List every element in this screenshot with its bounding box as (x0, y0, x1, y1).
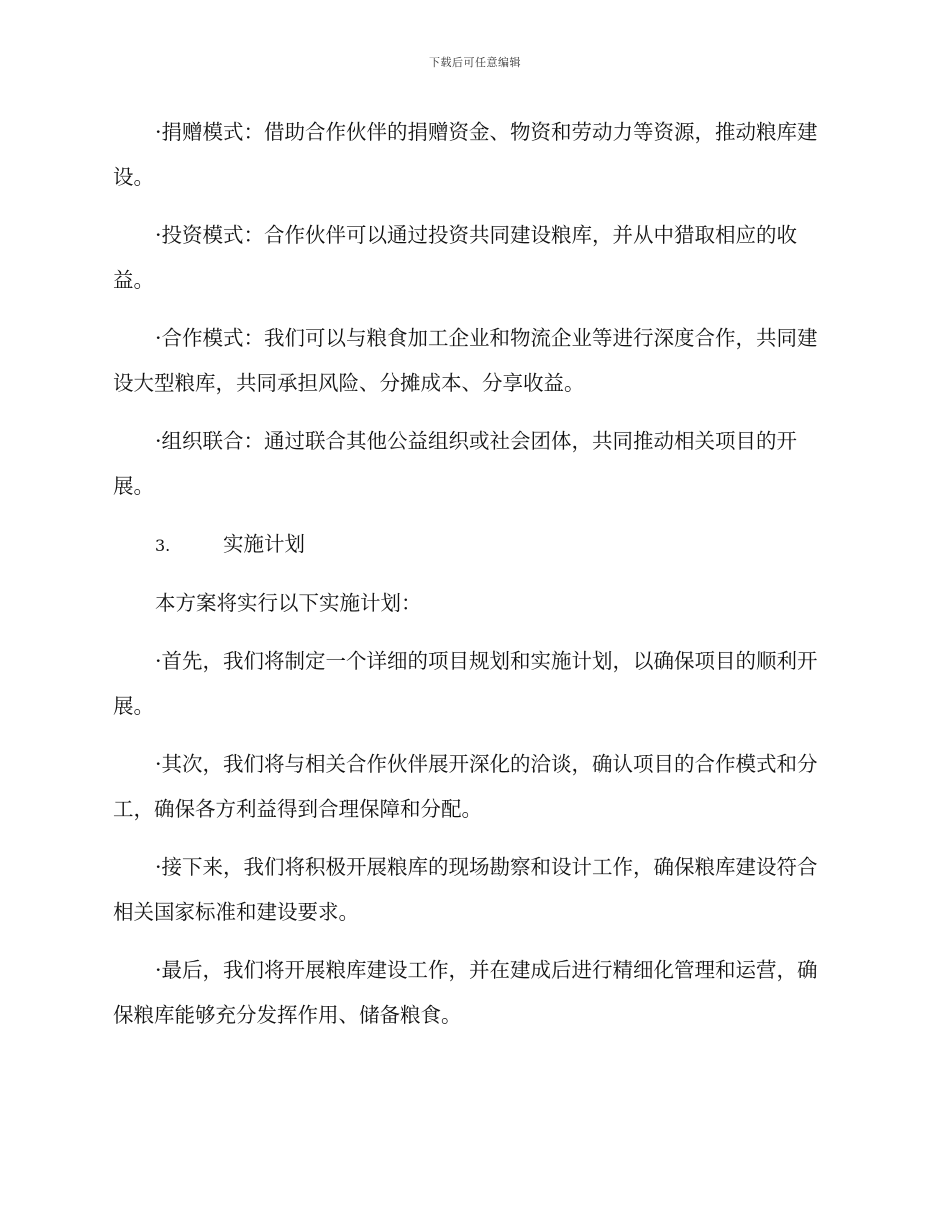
section-number: 3. (155, 536, 171, 555)
section-heading (113, 522, 823, 568)
paragraph-investment-mode: ·投资模式：合作伙伴可以通过投资共同建设粮库，并从中猎取相应的收益。 (113, 223, 798, 292)
paragraph-donation-mode: ·捐赠模式：借助合作伙伴的捐赠资金、物资和劳动力等资源，推动粮库建设。 (113, 120, 818, 189)
document-body (113, 110, 823, 1051)
paragraph-plan-last: ·最后，我们将开展粮库建设工作，并在建成后进行精细化管理和运营，确保粮库能够充分发挥作用、储备粮食。 (113, 958, 818, 1027)
paragraph-plan-first: ·首先，我们将制定一个详细的项目规划和实施计划，以确保项目的顺利开展。 (113, 649, 818, 718)
paragraph-plan-second: ·其次，我们将与相关合作伙伴展开深化的洽谈，确认项目的合作模式和分工，确保各方利益得到合理保障和分配。 (113, 752, 818, 821)
page-header: 下载后可任意编辑 (429, 56, 521, 69)
section-title: 实施计划 (223, 532, 305, 556)
paragraph-organization-alliance: ·组织联合：通过联合其他公益组织或社会团体，共同推动相关项目的开展。 (113, 429, 798, 498)
paragraph-plan-intro: 本方案将实行以下实施计划： (155, 591, 422, 615)
paragraph-plan-next: ·接下来，我们将积极开展粮库的现场勘察和设计工作，确保粮库建设符合相关国家标准和建设要求。 (113, 855, 818, 924)
paragraph-cooperation-mode: ·合作模式：我们可以与粮食加工企业和物流企业等进行深度合作，共同建设大型粮库，共同承担风险、分摊成本、分享收益。 (113, 326, 818, 395)
